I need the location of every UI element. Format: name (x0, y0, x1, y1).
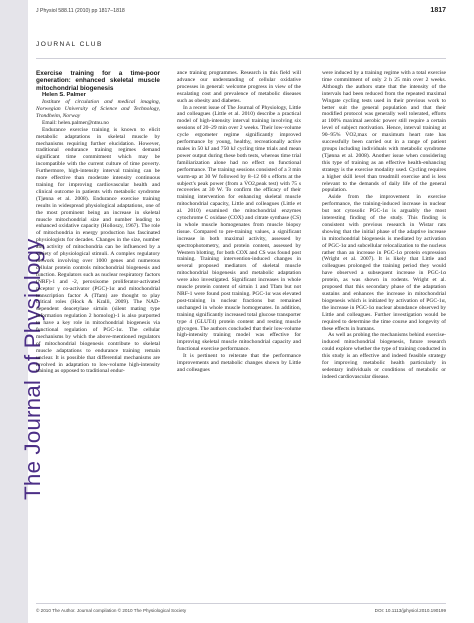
paragraph: In a recent issue of The Journal of Physiology, Little and colleagues (Little et al. 2010) describe a practical model of high-intensity interval training involving six sessions of 20–29 min over 2 weeks. Their low-volume cycle ergometer regime significantly improved performance by young, healthy, recreationally active males in 50 kJ and 750 kJ cycling time trials and mean power output during these both tests, whereas time trial familiarization alone had no effect on functional performance. The training sessions consisted of a 3 min warm-up at 30 W followed by 8–12 60 s efforts at the subject's peak power (from a V̇O2,peak test) with 75 s recoveries at 30 W. To confirm the efficacy of their training intervention for enhancing skeletal muscle mitochondrial capacity, Little and colleagues (Little et al. 2010) examined the mitochondrial enzymes cytochrome C oxidase (COX) and citrate synthase (CS) in whole muscle homogenates from muscle biopsy tissue. Compared to pre-training values, a significant increase in both maximal activity, assessed by spectrophotometry, and protein content, assessed by Western blotting, for both COX and CS was found post training. Training intervention-induced changes in several proposed mediators of skeletal muscle mitochondrial biogenesis and metabolic adaptation were also investigated. Significant increases in whole muscle protein content of sirtuin 1 and Tfam but not NRF-1 were found post training. PGC-1α was elevated post-training in nuclear fractions but remained unchanged in whole muscle homogenates. In addition, training significantly increased total glucose transporter type 4 (GLUT4) protein content and resting muscle glycogen. The authors concluded that their low-volume high-intensity training model was effective for improving skeletal muscle mitochondrial capacity and functional exercise performance. (177, 104, 301, 353)
paragraph: were induced by a training regime with a total exercise time commitment of only 2 h 25 min over 2 weeks. Although the authors state that the intensity of the intervals had been reduced from the repeated maximal Wingate cycling tests used in their previous work to better suit the general population and that their modified protocol was generally well tolerated, efforts at 100% maximal aerobic power still require a certain level of subject motivation. Hence, interval training at 90–95% V̇O2,max or maximum heart rate has successfully been carried out in a range of patient groups including individuals with metabolic syndrome (Tjønna et al. 2008). Another issue when considering this type of training as an effective health-enhancing strategy is the exercise modality used. Cycling requires a higher skill level than treadmill exercise and is less relevant to the demands of daily life of the general population. (322, 70, 446, 194)
footer-divider (36, 603, 446, 604)
paragraph: As well as probing the mechanisms behind exercise-induced mitochondrial biogenesis, future research could explore whether the type of training conducted in this study is an effective and indeed feasible strategy for improving metabolic health particularly in sedentary individuals or conditions of metabolic or indeed cardiovascular disease. (322, 332, 446, 380)
paragraph: ance training programmes. Research in this field will advance our understanding of cellular oxidative processes in general: welcome progress in view of the escalating cost and prevalence of metabolic diseases such as obesity and diabetes. (177, 70, 301, 104)
paragraph: It is pertinent to reiterate that the performance improvements and metabolic changes shown by Little and colleagues (177, 353, 301, 373)
page-number: 1817 (430, 7, 446, 14)
author-email: Email: helen.palmer@ntnu.no (42, 119, 109, 126)
article-title: Exercise training for a time-poor generation: enhanced skeletal muscle mitochondrial biogenesis (36, 70, 160, 92)
copyright-notice: © 2010 The Author. Journal compilation © 2010 The Physiological Society (36, 608, 187, 613)
journal-reference: J Physiol 588.11 (2010) pp 1817–1818 (36, 8, 125, 14)
article-author: Helen S. Palmer (42, 92, 86, 99)
column-3 (322, 70, 446, 381)
journal-sidebar-title: The Journal of Physiology (20, 238, 45, 500)
author-affiliation: Institute of circulation and medical imaging, Norwegian University of Science and Technology, Trondheim, Norway (36, 99, 160, 119)
paragraph: Aside from the improvement in exercise performance, the training-induced increase in nuclear but not cytosolic PGC-1α is arguably the most interesting finding of the study. This finding is consistent with previous research in Wistar rats showing that the initial phase of the adaptive increase in mitochondrial biogenesis is mediated by activation of PGC-1α and subcellular relocalization to the nucleus rather than an increase in PGC-1α protein expression (Wright et al. 2007). It is likely that Little and colleagues prolonged the training period they would have observed a subsequent increase in PGC-1α protein, as was shown in rodents. Wright et al. proposed that this secondary phase of the adaptation sustains and enhances the increase in mitochondrial biogenesis which is initiated by activation of PGC-1α, the increase in PGC-1α nuclear abundance observed by Little and colleagues. Further investigation would be required to determine the time course and longevity of these effects in humans. (322, 194, 446, 332)
doi-link[interactable]: DOI: 10.1113/jphysiol.2010.190199 (374, 608, 446, 613)
section-label: JOURNAL CLUB (36, 41, 103, 48)
column-1 (36, 70, 160, 375)
column-2 (177, 70, 301, 374)
header-divider (36, 58, 446, 59)
paragraph: Endurance exercise training is known to elicit metabolic adaptations in skeletal muscle by mechanisms requiring further elucidation. However, traditional endurance training regimes demand significant time commitment which may be incompatible with the current culture of time poverty. Furthermore, high-intensity interval training can be more effective than moderate intensity continuous training for improving cardiovascular health and clinical outcome in patients with metabolic syndrome (Tjønna et al. 2008). Endurance exercise training results in widespread physiological adaptations, one of the most prominent being an increase in skeletal muscle mitochondrial size and number leading to enhanced oxidative capacity (Holloszy, 1967). The role of mitochondria in energy production has fascinated physiologists for decades. Changes in the size, number and activity of mitochondria can be influenced by a variety of physiological stimuli. A complex regulatory network involving over 1000 genes and numerous cellular protein controls mitochondrial biogenesis and function. Regulators such as nuclear respiratory factors (NRF)-1 and -2, peroxisome proliferator-activated receptor γ co-activator (PGC)-1α and mitochondrial transcription factor A (Tfam) are thought to play critical roles (Hock & Kralli, 2009). The NAD-dependent deacetylase sirtuin (silent mating type information regulation 2 homolog)-1 is also purported to have a key role in mitochondrial biogenesis via functional regulation of PGC-1α. The cellular mechanisms by which the above-mentioned regulators of mitochondrial biogenesis contribute to skeletal muscle adaptations to endurance training remain unclear. It is possible that differential mechanisms are involved in adaptation to low-volume high-intensity training as opposed to traditional endur- (36, 126, 160, 375)
journal-sidebar (0, 0, 45, 623)
